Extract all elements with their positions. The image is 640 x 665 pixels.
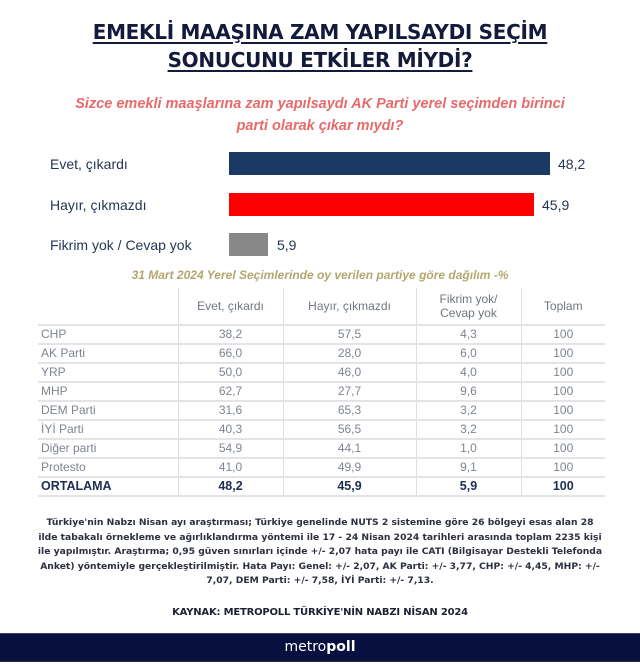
- cell-yes: 31,6: [178, 401, 283, 420]
- logo-text-light: metro: [284, 639, 327, 655]
- distribution-table: [38, 288, 605, 497]
- cell-total: 100: [521, 382, 605, 401]
- header-no-opinion-line1: Fikrim yok/: [439, 292, 498, 306]
- note-line: ile yapılmıştır. Araştırma; 0,95 güven sınırları içinde +/- 2,07 hata payı ile CATI (Bilgisayar Destekli Telefonda: [37, 546, 603, 557]
- cell-no: 65,3: [283, 401, 416, 420]
- methodology-note: [30, 516, 610, 589]
- cell-no: 45,9: [283, 477, 416, 496]
- logo-text-bold: poll: [326, 639, 356, 655]
- page-title: [0, 18, 640, 74]
- bar-value: 45,9: [542, 197, 570, 213]
- cell-no-opinion: 3,2: [416, 401, 521, 420]
- cell-no-opinion: 1,0: [416, 439, 521, 458]
- header-yes: Evet, çıkardı: [178, 288, 283, 325]
- cell-no-opinion: 9,6: [416, 382, 521, 401]
- header-no-opinion: [416, 288, 521, 325]
- metropoll-logo: [284, 639, 355, 655]
- note-line: 7,07, DEM Parti: +/- 7,58, İYİ Parti: +/- 7,13.: [206, 575, 434, 586]
- bar-label: Fikrim yok / Cevap yok: [50, 237, 192, 253]
- footer-bar: [0, 633, 640, 662]
- bar-value: 5,9: [277, 237, 297, 253]
- cell-party: Protesto: [38, 458, 178, 477]
- header-party: [38, 288, 178, 325]
- bar-label: Evet, çıkardı: [50, 156, 128, 172]
- cell-party: DEM Parti: [38, 401, 178, 420]
- bar-label: Hayır, çıkmazdı: [50, 197, 147, 213]
- bar-value: 48,2: [558, 156, 586, 172]
- table-row: [38, 382, 605, 401]
- cell-yes: 62,7: [178, 382, 283, 401]
- cell-no: 57,5: [283, 325, 416, 344]
- bar-row-yes: [0, 152, 640, 176]
- table-row: [38, 325, 605, 344]
- cell-total: 100: [521, 420, 605, 439]
- table-row: [38, 458, 605, 477]
- bar-row-no: [0, 193, 640, 217]
- cell-total: 100: [521, 363, 605, 382]
- cell-no-opinion: 9,1: [416, 458, 521, 477]
- table-row: [38, 363, 605, 382]
- cell-total: 100: [521, 401, 605, 420]
- question-line-1: Sizce emekli maaşlarına zam yapılsaydı AK Parti yerel seçimden birinci: [75, 96, 565, 112]
- header-total: Toplam: [521, 288, 605, 325]
- title-line-2: SONUCUNU ETKİLER MİYDİ?: [167, 48, 473, 72]
- cell-no: 44,1: [283, 439, 416, 458]
- cell-total: 100: [521, 458, 605, 477]
- cell-party: ORTALAMA: [38, 477, 178, 496]
- header-no-opinion-line2: Cevap yok: [440, 306, 497, 320]
- cell-no-opinion: 4,0: [416, 363, 521, 382]
- cell-party: MHP: [38, 382, 178, 401]
- cell-no: 27,7: [283, 382, 416, 401]
- cell-party: CHP: [38, 325, 178, 344]
- cell-yes: 41,0: [178, 458, 283, 477]
- cell-no: 49,9: [283, 458, 416, 477]
- cell-yes: 54,9: [178, 439, 283, 458]
- cell-no-opinion: 5,9: [416, 477, 521, 496]
- cell-yes: 66,0: [178, 344, 283, 363]
- cell-no-opinion: 3,2: [416, 420, 521, 439]
- header-no: Hayır, çıkmazdı: [283, 288, 416, 325]
- cell-total: 100: [521, 439, 605, 458]
- cell-no-opinion: 4,3: [416, 325, 521, 344]
- cell-party: İYİ Parti: [38, 420, 178, 439]
- cell-no: 28,0: [283, 344, 416, 363]
- table-row: [38, 420, 605, 439]
- cell-party: Diğer parti: [38, 439, 178, 458]
- cell-total: 100: [521, 344, 605, 363]
- note-line: Anket) yöntemiyle gerçekleştirilmiştir. Hata Payı: Genel: +/- 2,07, AK Parti: +/- 3,77, CHP: +/- 4,45, MHP: +/-: [40, 560, 600, 572]
- source-line: KAYNAK: METROPOLL TÜRKİYE'NİN NABZI NİSAN 2024: [172, 607, 468, 618]
- table-row: [38, 439, 605, 458]
- table-header-row: [38, 288, 605, 325]
- table-caption: 31 Mart 2024 Yerel Seçimlerinde oy verilen partiye göre dağılım -%: [131, 268, 509, 282]
- cell-yes: 38,2: [178, 325, 283, 344]
- cell-party: YRP: [38, 363, 178, 382]
- bar-no-opinion: [229, 233, 268, 256]
- note-line: ilde tabakalı örnekleme ve ağırlıklandırma yöntemi ile 17 - 24 Nisan 2024 tarihleri arasında toplam 2235 kişi: [38, 531, 602, 543]
- bar-row-no-opinion: [0, 233, 640, 257]
- cell-total: 100: [521, 477, 605, 496]
- question-line-2: parti olarak çıkar mıydı?: [236, 118, 404, 134]
- note-line: Türkiye'nin Nabzı Nisan ayı araştırması; Türkiye genelinde NUTS 2 sistemine göre 26 bölgeyi esas alan 28: [46, 517, 594, 528]
- cell-yes: 40,3: [178, 420, 283, 439]
- bar-no: [229, 193, 534, 216]
- table-row: [38, 401, 605, 420]
- cell-no-opinion: 6,0: [416, 344, 521, 363]
- cell-yes: 48,2: [178, 477, 283, 496]
- cell-no: 56,5: [283, 420, 416, 439]
- title-line-1: EMEKLİ MAAŞINA ZAM YAPILSAYDI SEÇİM: [92, 20, 548, 44]
- table-average-row: [38, 477, 605, 496]
- bar-yes: [229, 152, 550, 175]
- cell-total: 100: [521, 325, 605, 344]
- cell-yes: 50,0: [178, 363, 283, 382]
- survey-question: [0, 93, 640, 137]
- cell-no: 46,0: [283, 363, 416, 382]
- table-row: [38, 344, 605, 363]
- cell-party: AK Parti: [38, 344, 178, 363]
